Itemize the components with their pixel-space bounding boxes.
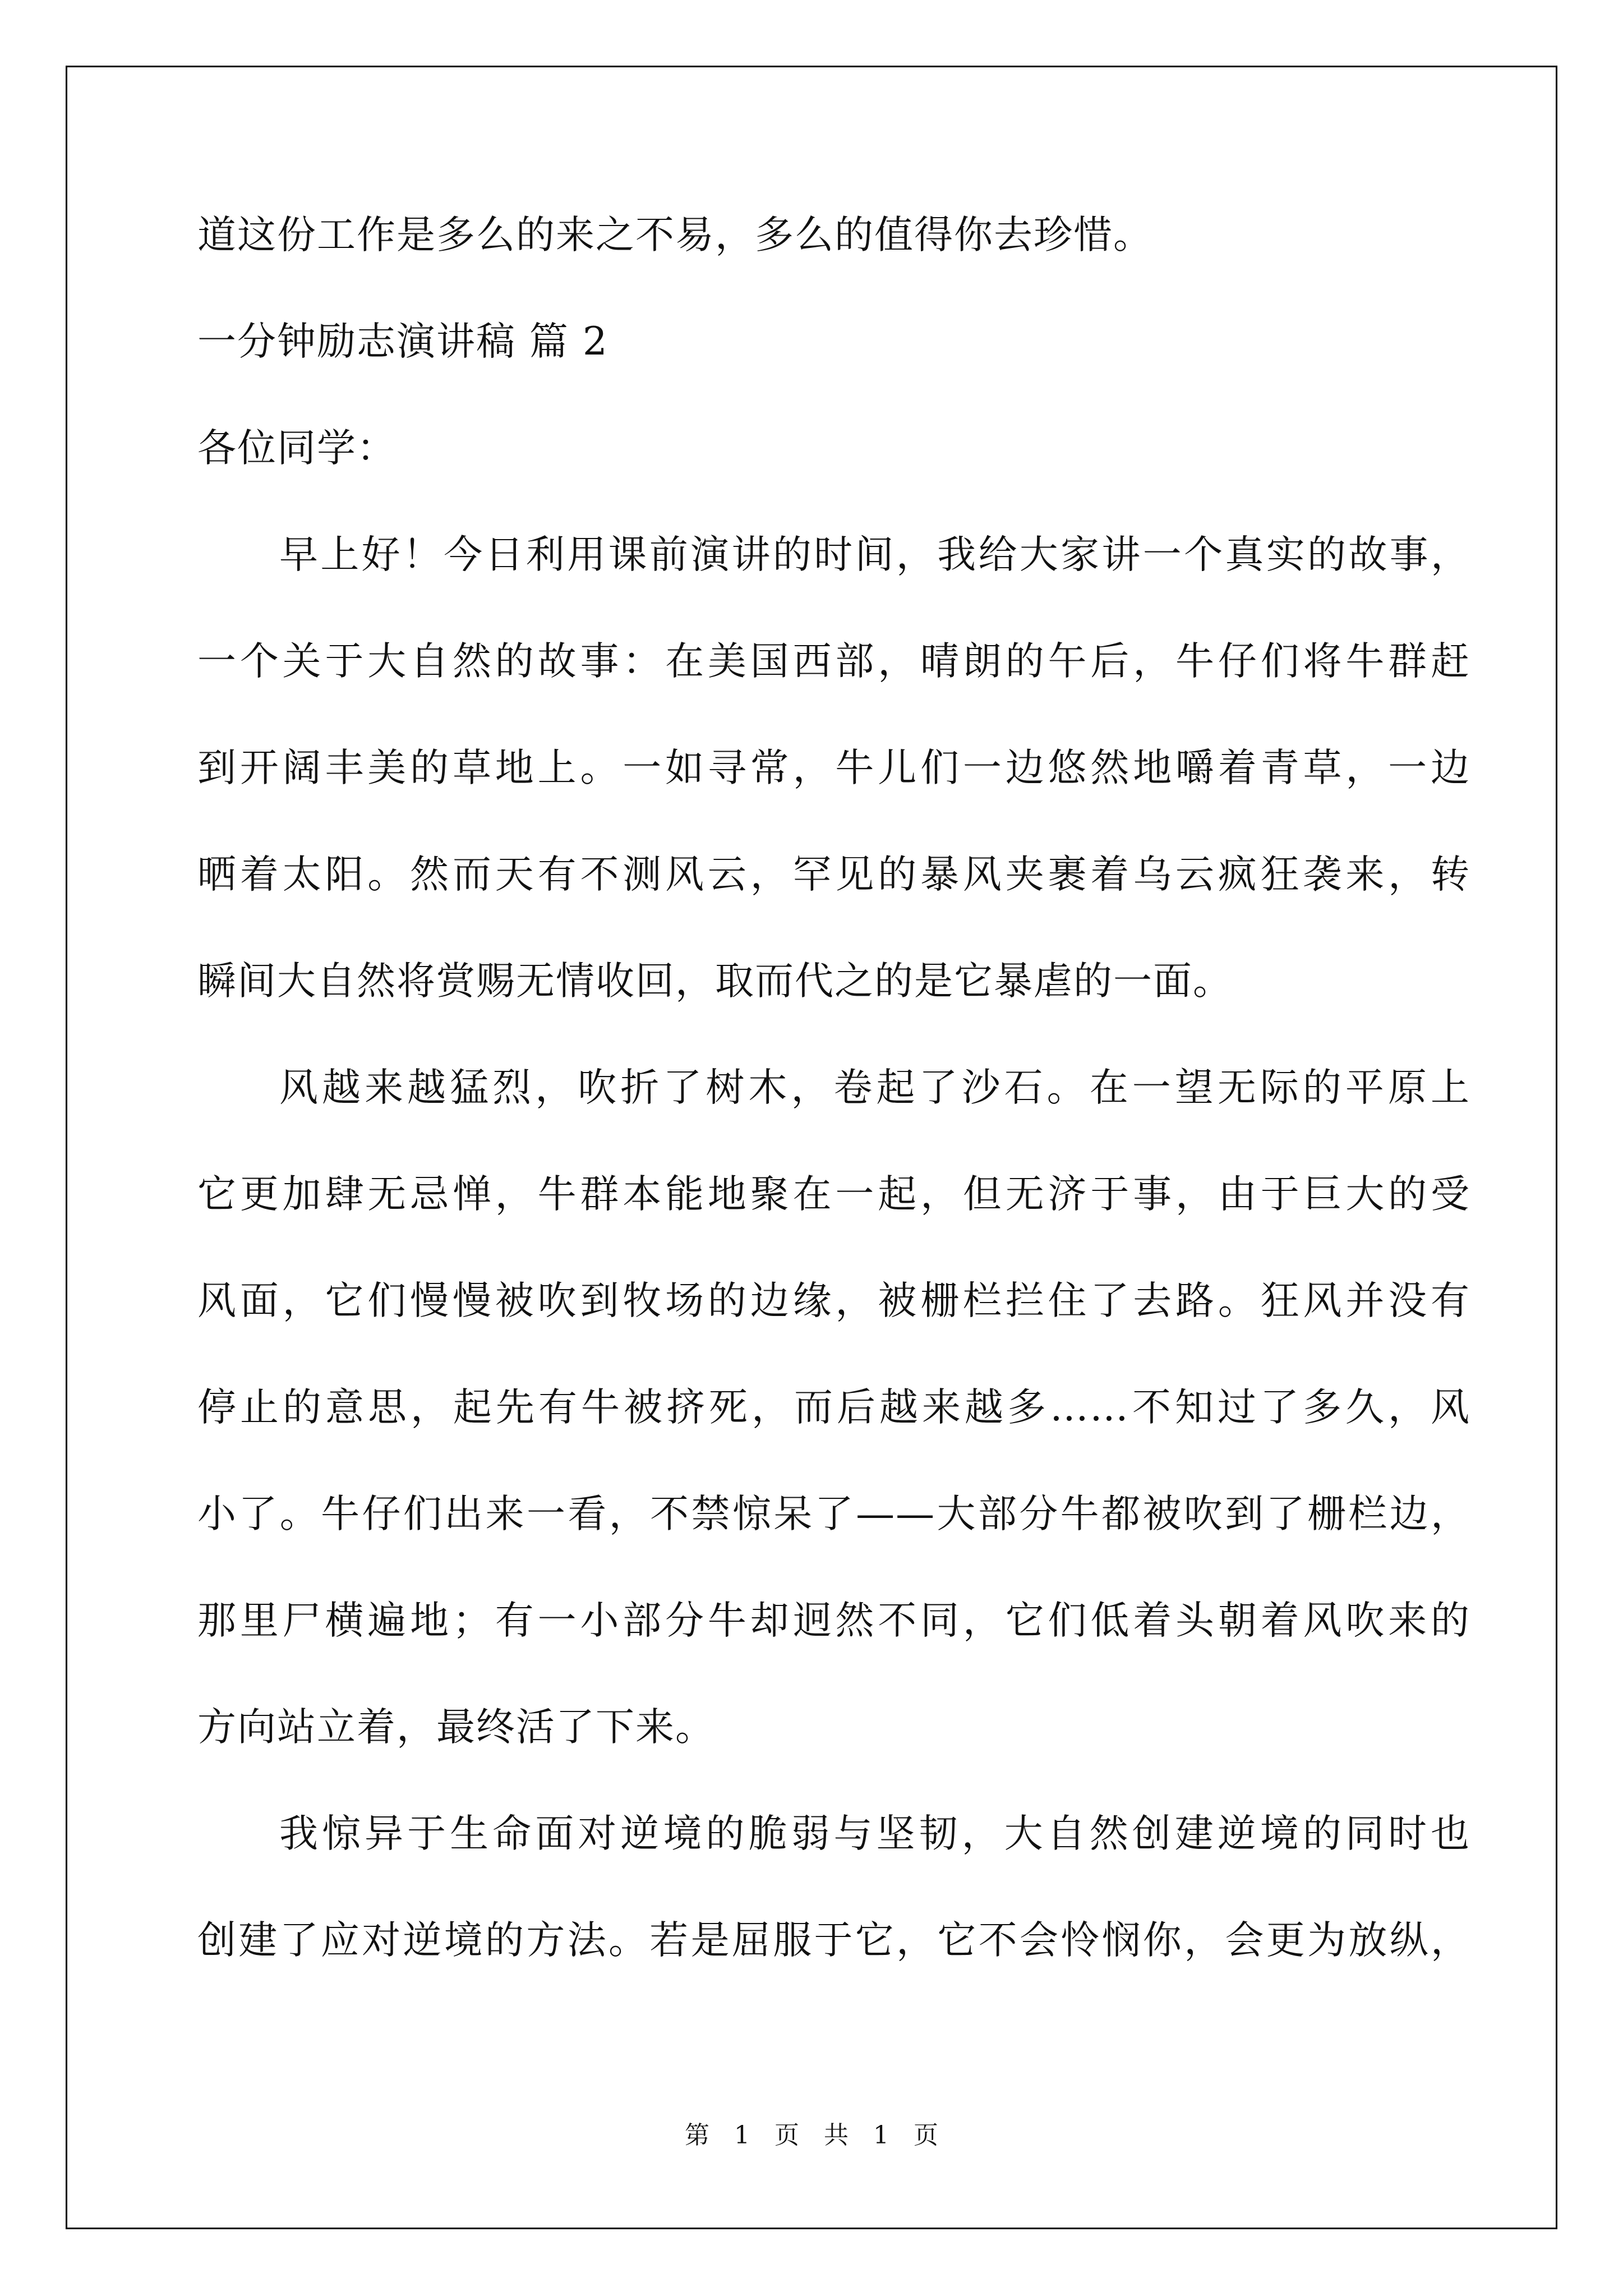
paragraph-line: 创建了应对逆境的方法。若是屈服于它，它不会怜悯你，会更为放纵，: [197, 1918, 1470, 1963]
paragraph-line: 停止的意思，起先有牛被挤死，而后越来越多……不知过了多久，风: [197, 1385, 1470, 1430]
paragraph-line: 风越来越猛烈，吹折了树木，卷起了沙石。在一望无际的平原上: [279, 1065, 1470, 1110]
paragraph-line: 晒着太阳。然而天有不测风云，罕见的暴风夹裹着乌云疯狂袭来，转: [197, 852, 1470, 897]
page-number: 第 1 页: [685, 2121, 799, 2150]
page-footer: [0, 2115, 1623, 2151]
paragraph-line: 那里尸横遍地；有一小部分牛却迥然不同，它们低着头朝着风吹来的: [197, 1598, 1470, 1643]
paragraph-line: 我惊异于生命面对逆境的脆弱与坚韧，大自然创建逆境的同时也: [279, 1811, 1470, 1856]
document-body: [197, 195, 1470, 1981]
paragraph-line: 风面，它们慢慢被吹到牧场的边缘，被栅栏拦住了去路。狂风并没有: [197, 1278, 1470, 1323]
paragraph-line: 到开阔丰美的草地上。一如寻常，牛儿们一边悠然地嚼着青草，一边: [197, 746, 1470, 790]
paragraph-line: 它更加肆无忌惮，牛群本能地聚在一起，但无济于事，由于巨大的受: [197, 1172, 1470, 1217]
paragraph-line: 瞬间大自然将赏赐无情收回，取而代之的是它暴虐的一面。: [197, 959, 1233, 1004]
salutation: 各位同学：: [197, 426, 396, 471]
paragraph-line: 早上好！今日利用课前演讲的时间，我给大家讲一个真实的故事，: [279, 532, 1470, 577]
paragraph-line: 道这份工作是多么的来之不易，多么的值得你去珍惜。: [197, 213, 1153, 257]
paragraph-line: 一个关于大自然的故事：在美国西部，晴朗的午后，牛仔们将牛群赶: [197, 639, 1470, 684]
paragraph-line: 小了。牛仔们出来一看，不禁惊呆了——大部分牛都被吹到了栅栏边，: [197, 1492, 1470, 1536]
paragraph-line: 方向站立着，最终活了下来。: [197, 1705, 715, 1750]
page-total: 共 1 页: [824, 2121, 938, 2150]
section-heading: 一分钟励志演讲稿 篇 2: [197, 319, 608, 364]
